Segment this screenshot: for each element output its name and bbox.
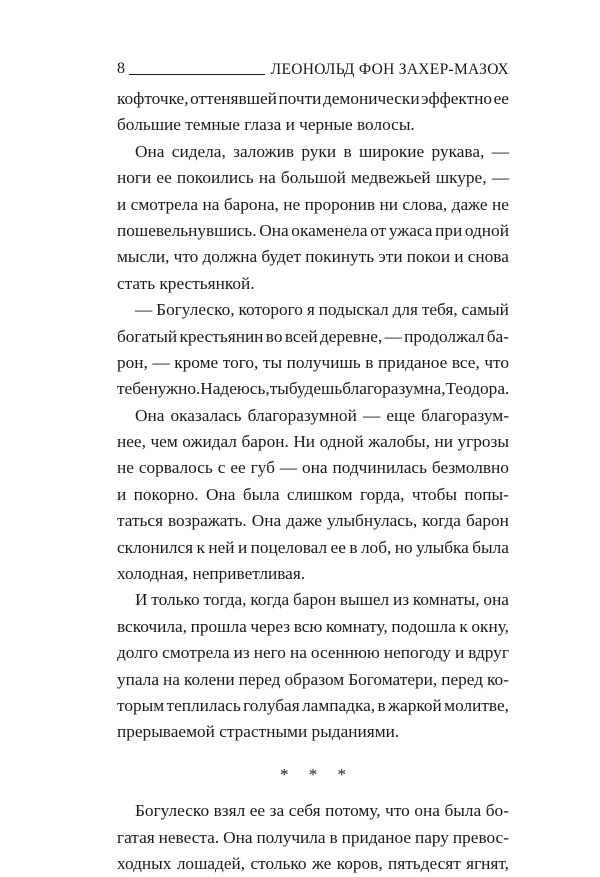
text-line: упала на колени перед образом Богоматери, перед ко- — [117, 669, 509, 689]
paragraph — [117, 139, 509, 297]
text-line: тебе нужно. Надеюсь, ты будешь благоразумна, Теодора. — [117, 379, 510, 399]
text-line: Богулеско взял ее за себя потому, что она была бо- — [135, 801, 509, 821]
text-line: — Богулеско, которого я подыскал для тебя, самый — [135, 300, 509, 320]
paragraph — [117, 798, 509, 877]
paragraph — [117, 587, 509, 745]
text-line: большие темные глаза и черные волосы. — [117, 115, 415, 135]
text-line: и покорно. Она была слишком горда, чтобы попы- — [117, 484, 509, 504]
text-line: не сорвалось с ее губ — она подчинилась безмолвно — [117, 458, 509, 478]
text-line: нее, чем ожидал барон. Ни одной жалобы, ни угрозы — [117, 432, 509, 452]
body-text — [117, 86, 509, 877]
running-title: ЛЕОНОЛЬД ФОН ЗАХЕР-МАЗОХ — [270, 60, 509, 78]
text-line: пошевельнувшись. Она окаменела от ужаса при одной — [117, 220, 509, 240]
text-line: таться возражать. Она даже улыбнулась, когда барон — [117, 511, 509, 531]
text-line: холодная, неприветливая. — [117, 564, 306, 584]
text-line: рон, — кроме того, ты получишь в приданое все, что — [117, 352, 509, 372]
text-line: гатая невеста. Она получила в приданое пару превос- — [117, 827, 509, 847]
paragraph — [117, 86, 509, 139]
paragraph — [117, 297, 509, 403]
page-number: 8 — [117, 60, 126, 77]
text-line: ноги ее покоились на большой медвежьей шкуре, — — [117, 168, 509, 188]
text-line: ходных лошадей, столько же коров, пятьдесят ягнят, — [117, 853, 509, 873]
text-line: склонился к ней и поцеловал ее в лоб, но улыбка была — [117, 537, 509, 557]
text-line: богатый крестьянин во всей деревне, — продолжал ба- — [117, 326, 509, 346]
section-separator: * * * — [280, 764, 354, 784]
text-line: вскочила, прошла через всю комнату, подошла к окну, — [117, 616, 509, 636]
text-line: Она сидела, заложив руки в широкие рукава, — — [135, 141, 509, 161]
header-rule — [129, 74, 264, 75]
text-line: стать крестьянкой. — [117, 273, 255, 293]
running-head — [117, 55, 509, 77]
text-line: И только тогда, когда барон вышел из комнаты, она — [135, 590, 509, 610]
text-line: и смотрела на барона, не проронив ни слова, даже не — [117, 194, 509, 214]
text-line: торым теплилась голубая лампадка, в жаркой молитве, — [117, 695, 509, 715]
text-line: долго смотрела из него на осеннюю непогоду и вдруг — [117, 643, 509, 663]
text-line: мысли, что должна будет покинуть эти покои и снова — [117, 247, 509, 267]
text-line: кофточке, оттенявшей почти демонически эффектно ее — [117, 89, 509, 108]
text-line: прерываемой страстными рыданиями. — [117, 722, 400, 742]
text-line: Она оказалась благоразумной — еще благоразум- — [135, 405, 509, 425]
paragraph — [117, 403, 509, 588]
